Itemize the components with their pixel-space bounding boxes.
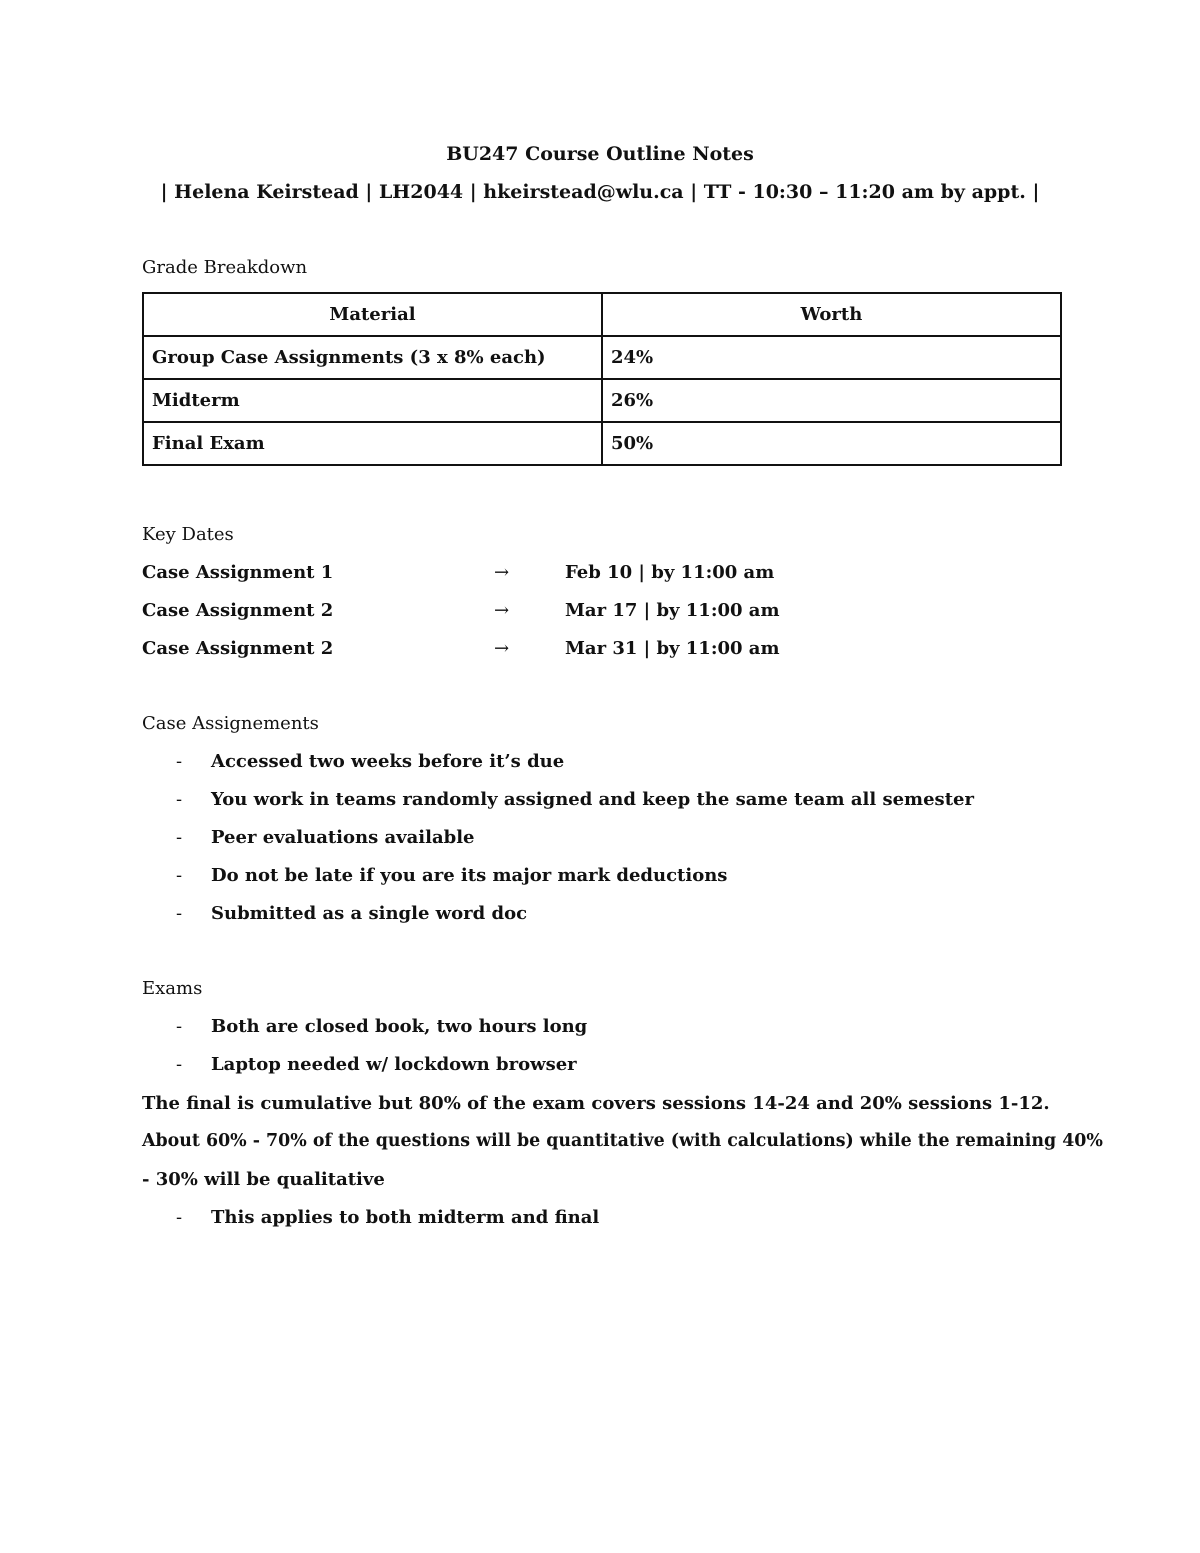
table-row	[143, 379, 1061, 422]
bullet-dash: -	[176, 1016, 183, 1037]
column-header-material: Material	[143, 293, 602, 336]
list-item	[0, 903, 1100, 927]
material-cell: Group Case Assignments (3 x 8% each)	[143, 336, 602, 379]
list-item-text: Accessed two weeks before it’s due	[211, 751, 565, 772]
list-item	[0, 751, 1100, 775]
table-row	[143, 422, 1061, 465]
list-item-text: This applies to both midterm and final	[211, 1207, 600, 1228]
key-date-row	[142, 562, 842, 586]
list-item	[0, 1207, 1100, 1231]
right-arrow-icon: →	[494, 562, 510, 583]
worth-cell: 24%	[602, 336, 1061, 379]
material-cell: Final Exam	[143, 422, 602, 465]
grade-breakdown-table	[142, 292, 1062, 466]
assignment-name: Case Assignment 2	[142, 600, 334, 621]
exam-coverage-paragraph: The final is cumulative but 80% of the exam covers sessions 14-24 and 20% sessions 1-12.	[142, 1093, 1050, 1114]
exams-heading: Exams	[142, 978, 203, 999]
due-date: Mar 17 | by 11:00 am	[565, 600, 780, 621]
bullet-dash: -	[176, 827, 183, 848]
list-item-text: Both are closed book, two hours long	[211, 1016, 588, 1037]
bullet-dash: -	[176, 751, 183, 772]
assignment-name: Case Assignment 1	[142, 562, 334, 583]
material-cell: Midterm	[143, 379, 602, 422]
bullet-dash: -	[176, 1054, 183, 1075]
bullet-dash: -	[176, 865, 183, 886]
list-item	[0, 1016, 1100, 1040]
worth-cell: 50%	[602, 422, 1061, 465]
list-item-text: Submitted as a single word doc	[211, 903, 528, 924]
document-title: BU247 Course Outline Notes	[446, 143, 754, 165]
list-item	[0, 865, 1100, 889]
list-item-text: Peer evaluations available	[211, 827, 475, 848]
list-item-text: Laptop needed w/ lockdown browser	[211, 1054, 577, 1075]
key-date-row	[142, 600, 842, 624]
bullet-dash: -	[176, 789, 183, 810]
list-item-text: You work in teams randomly assigned and keep the same team all semester	[211, 789, 974, 810]
assignment-name: Case Assignment 2	[142, 638, 334, 659]
question-split-line-2: - 30% will be qualitative	[142, 1169, 385, 1190]
list-item	[0, 789, 1100, 813]
right-arrow-icon: →	[494, 638, 510, 659]
list-item	[0, 827, 1100, 851]
due-date: Mar 31 | by 11:00 am	[565, 638, 780, 659]
table-row	[143, 336, 1061, 379]
instructor-contact-line: | Helena Keirstead | LH2044 | hkeirstead@wlu.ca | TT - 10:30 – 11:20 am by appt. |	[160, 181, 1040, 203]
right-arrow-icon: →	[494, 600, 510, 621]
list-item	[0, 1054, 1100, 1078]
bullet-dash: -	[176, 1207, 183, 1228]
case-assignments-heading: Case Assignements	[142, 713, 319, 734]
grade-breakdown-heading: Grade Breakdown	[142, 257, 308, 278]
due-date: Feb 10 | by 11:00 am	[565, 562, 775, 583]
table-header-row	[143, 293, 1061, 336]
list-item-text: Do not be late if you are its major mark deductions	[211, 865, 728, 886]
key-date-row	[142, 638, 842, 662]
key-dates-heading: Key Dates	[142, 524, 234, 545]
bullet-dash: -	[176, 903, 183, 924]
question-split-line-1: About 60% - 70% of the questions will be quantitative (with calculations) while the remaining 40%	[142, 1131, 1103, 1151]
column-header-worth: Worth	[602, 293, 1061, 336]
worth-cell: 26%	[602, 379, 1061, 422]
